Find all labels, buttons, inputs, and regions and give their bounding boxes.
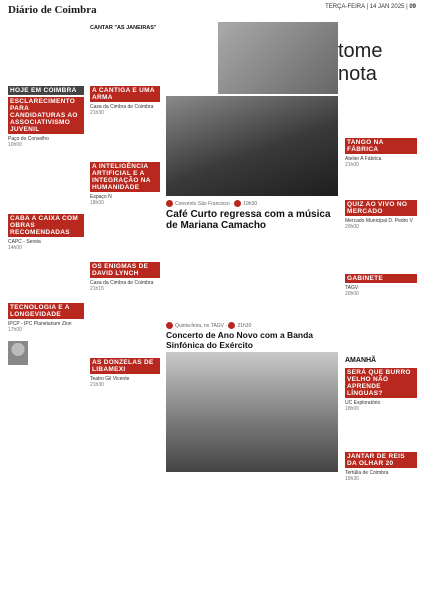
mid-item-head: AS DONZELAS DE LIBAMEXI [90, 358, 160, 374]
article2-headline: Concerto de Ano Novo com a Banda Sinfónica do Exército [166, 330, 314, 350]
right-item-head: AMANHÃ [345, 357, 377, 364]
mid-item-place: Casa da Cimbra de Coimbra [90, 104, 154, 110]
right-item-head: JANTAR DE REIS DA OLHAR 20 [345, 452, 417, 468]
left-item-place: Paço do Conselho [8, 136, 49, 142]
left-item-head: ESCLARECIMENTO PARA CANDIDATURAS AO ASSOCIATIVISMO JUVENIL [8, 97, 84, 134]
right-item-time: 18h00 [345, 406, 359, 412]
left-item-place: IPCP - IPC Planetarium Zion [8, 321, 72, 327]
location-icon [166, 322, 173, 329]
right-item [345, 274, 417, 297]
masthead: Diário de Coimbra [8, 4, 97, 16]
mid-item-head: A INTELIGÊNCIA ARTIFICIAL E A INTEGRAÇÃO NA HUMANIDADE [90, 162, 160, 192]
right-item-time: 19h30 [345, 476, 359, 482]
mid-item-time: 21h30 [90, 110, 104, 116]
mid-item-head: OS ENIGMAS DE DAVID LYNCH [90, 262, 160, 278]
top-notice-title: CANTAR "AS JANEIRAS" [90, 25, 157, 31]
right-item-place: UC Exploratório [345, 400, 381, 406]
left-item-time: 10h00 [8, 142, 22, 148]
article2-time: 21h30 [237, 322, 252, 329]
mid-item-head: A CANTIGA E UMA ARMA [90, 86, 160, 102]
header-day: TERÇA-FEIRA [325, 4, 365, 10]
mid-item-time: 21h30 [90, 382, 104, 388]
tome-nota-photo [218, 22, 338, 94]
right-item-place: Atelier A Fábrica [345, 156, 382, 162]
mid-item [90, 86, 160, 116]
mid-item-place: Casa da Cimbra de Coimbra [90, 280, 154, 286]
right-item-time: 20h00 [345, 291, 359, 297]
left-item [8, 97, 84, 148]
right-item-time: 21h00 [345, 162, 359, 168]
right-item-place: TAGV [345, 285, 359, 291]
mid-item [90, 262, 160, 292]
article2 [166, 322, 338, 350]
right-item-head: SERÁ QUE BURRO VELHO NÃO APRENDE LÍNGUAS? [345, 368, 417, 398]
article1-kicker-text: Convento São Francisco [175, 200, 230, 207]
article2-kicker-text: Quinta-feira, no TAGV [175, 322, 225, 329]
left-item [8, 214, 84, 251]
right-item [345, 357, 417, 364]
left-item-time: 14h00 [8, 245, 22, 251]
right-item-head: GABINETE [345, 274, 417, 283]
right-item [345, 200, 417, 230]
article1-kicker: Convento São Francisco · 19h30 [166, 200, 338, 207]
right-item-head: TANGO NA FÁBRICA [345, 138, 417, 154]
left-section-head: HOJE EM COIMBRA [8, 86, 84, 95]
location-icon [166, 200, 173, 207]
mid-item-place: Teatro Gil Vicente [90, 376, 130, 382]
mid-item-time: 21h15 [90, 286, 104, 292]
article2-photo [166, 352, 338, 472]
section-title: tome nota [338, 40, 383, 85]
clock-icon [234, 200, 241, 207]
article1-time: 19h30 [243, 200, 258, 207]
right-item [345, 138, 417, 168]
mid-item [90, 358, 160, 388]
mid-item-time: 18h00 [90, 200, 104, 206]
left-column [8, 86, 84, 365]
left-item-head: TECNOLOGIA E A LONGEVIDADE [8, 303, 84, 319]
right-item-place: Mercado Municipal D. Pedro V [345, 218, 413, 224]
page-header: TERÇA-FEIRA | 14 JAN 2025 | 09 [325, 4, 416, 10]
article2-kicker: Quinta-feira, no TAGV · 21h30 [166, 322, 338, 329]
right-item [345, 368, 417, 412]
top-notice [90, 22, 166, 82]
mid-item [90, 162, 160, 206]
right-item-time: 20h00 [345, 224, 359, 230]
author-portrait [8, 341, 28, 365]
right-column [345, 86, 417, 486]
page-number: 09 [409, 4, 416, 10]
article1-headline: Café Curto regressa com a música de Mariana Camacho [166, 209, 331, 231]
left-item-time: 17h00 [8, 327, 22, 333]
header-date: 14 JAN 2025 [369, 4, 405, 10]
right-item [345, 452, 417, 482]
mid-column [90, 86, 160, 392]
left-item-place: CAPC - Sereia [8, 239, 41, 245]
article1 [166, 200, 338, 231]
article1-photo [166, 96, 338, 196]
left-item-head: CABA A CAIXA COM OBRAS RECOMENDADAS [8, 214, 84, 237]
clock-icon [228, 322, 235, 329]
mid-item-place: Espaço N [90, 194, 112, 200]
right-item-head: QUIZ AO VIVO NO MERCADO [345, 200, 417, 216]
right-item-place: Tertúlia de Coimbra [345, 470, 389, 476]
left-item [8, 303, 84, 333]
